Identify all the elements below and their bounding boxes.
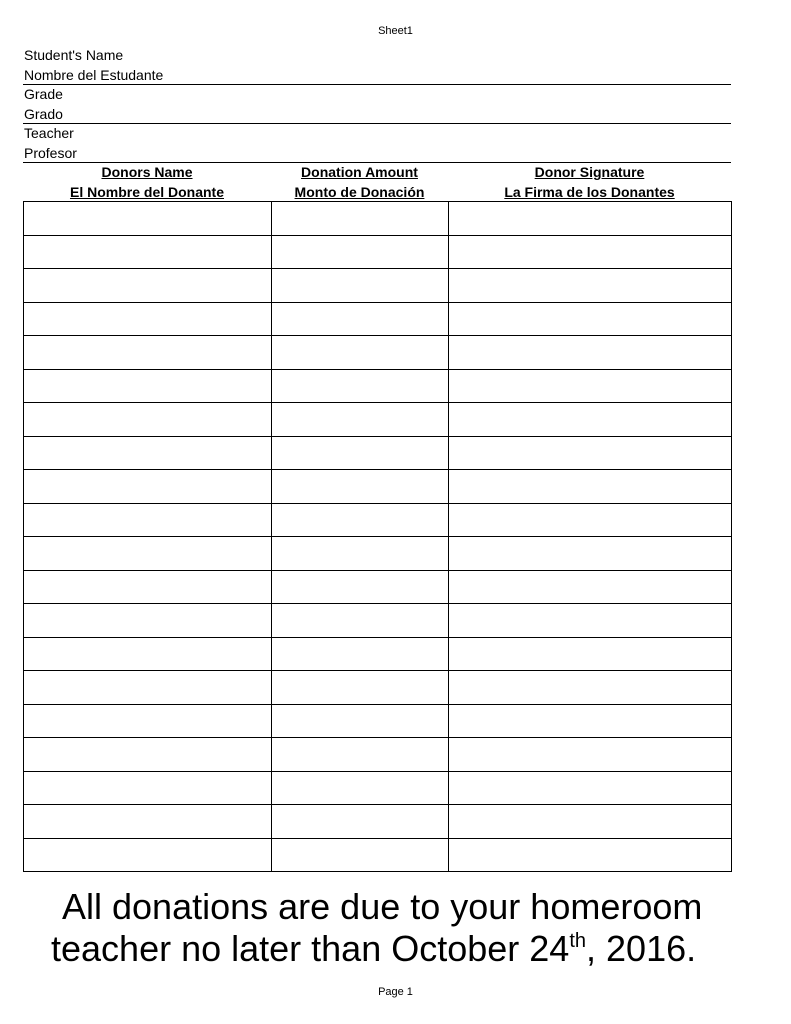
page-number: Page 1 xyxy=(378,986,413,998)
donor-name-cell[interactable] xyxy=(24,537,272,571)
donation-amount-cell[interactable] xyxy=(272,738,449,772)
table-row xyxy=(24,704,732,738)
student-name-label-es: Nombre del Estudante xyxy=(23,66,731,86)
donation-amount-cell[interactable] xyxy=(272,302,449,336)
sheet-header: Sheet1 xyxy=(378,25,413,37)
donor-signature-cell[interactable] xyxy=(449,671,732,705)
donor-signature-cell[interactable] xyxy=(449,637,732,671)
table-row xyxy=(24,302,732,336)
table-row xyxy=(24,671,732,705)
donor-signature-header-en: Donor Signature xyxy=(534,164,645,180)
donation-amount-cell[interactable] xyxy=(272,403,449,437)
table-row xyxy=(24,637,732,671)
student-name-label: Student's Name xyxy=(24,47,124,63)
donor-signature-cell[interactable] xyxy=(449,537,732,571)
donation-amount-header-es: Monto de Donación xyxy=(294,183,425,200)
donation-amount-cell[interactable] xyxy=(272,704,449,738)
donor-name-cell[interactable] xyxy=(24,637,272,671)
donor-signature-cell[interactable] xyxy=(449,436,732,470)
donor-name-cell[interactable] xyxy=(24,771,272,805)
donor-name-header-es: El Nombre del Donante xyxy=(69,183,225,200)
table-row xyxy=(24,537,732,571)
table-row xyxy=(24,369,732,403)
grade-label-es: Grado xyxy=(23,105,731,125)
table-row xyxy=(24,470,732,504)
table-row xyxy=(24,805,732,839)
donor-signature-cell[interactable] xyxy=(449,336,732,370)
grade-label: Grade xyxy=(24,86,63,102)
table-row xyxy=(24,269,732,303)
donation-amount-cell[interactable] xyxy=(272,537,449,571)
donor-name-cell[interactable] xyxy=(24,470,272,504)
donation-amount-cell[interactable] xyxy=(272,436,449,470)
donor-name-cell[interactable] xyxy=(24,336,272,370)
donor-signature-cell[interactable] xyxy=(449,470,732,504)
donor-name-cell[interactable] xyxy=(24,738,272,772)
donor-signature-cell[interactable] xyxy=(449,235,732,269)
donor-signature-cell[interactable] xyxy=(449,503,732,537)
donation-amount-cell[interactable] xyxy=(272,235,449,269)
table-row xyxy=(24,436,732,470)
donor-name-cell[interactable] xyxy=(24,302,272,336)
donor-signature-cell[interactable] xyxy=(449,369,732,403)
table-row xyxy=(24,503,732,537)
column-headers xyxy=(23,163,731,201)
donor-signature-cell[interactable] xyxy=(449,302,732,336)
donor-name-cell[interactable] xyxy=(24,269,272,303)
donation-amount-cell[interactable] xyxy=(272,671,449,705)
due-date-note-line1: All donations are due to your homeroom xyxy=(62,886,703,927)
table-row xyxy=(24,235,732,269)
teacher-label-es: Profesor xyxy=(23,144,731,164)
donor-signature-cell[interactable] xyxy=(449,805,732,839)
donor-signature-cell[interactable] xyxy=(449,269,732,303)
donor-name-cell[interactable] xyxy=(24,604,272,638)
student-info-block xyxy=(23,46,731,163)
donor-name-cell[interactable] xyxy=(24,436,272,470)
donation-amount-cell[interactable] xyxy=(272,604,449,638)
table-row xyxy=(24,738,732,772)
donor-table xyxy=(23,201,732,872)
donor-signature-header-es: La Firma de los Donantes xyxy=(504,183,675,200)
donation-amount-cell[interactable] xyxy=(272,369,449,403)
donor-signature-header xyxy=(448,163,731,202)
donor-name-header-en: Donors Name xyxy=(101,164,193,180)
teacher-label: Teacher xyxy=(24,125,74,141)
donation-amount-cell[interactable] xyxy=(272,637,449,671)
donor-signature-cell[interactable] xyxy=(449,202,732,236)
due-date-note xyxy=(30,886,730,970)
donation-amount-cell[interactable] xyxy=(272,570,449,604)
donation-amount-cell[interactable] xyxy=(272,336,449,370)
donor-signature-cell[interactable] xyxy=(449,738,732,772)
donation-amount-cell[interactable] xyxy=(272,838,449,872)
donor-name-cell[interactable] xyxy=(24,805,272,839)
donor-name-cell[interactable] xyxy=(24,403,272,437)
donor-signature-cell[interactable] xyxy=(449,570,732,604)
table-row xyxy=(24,771,732,805)
table-row xyxy=(24,336,732,370)
table-row xyxy=(24,202,732,236)
donor-name-cell[interactable] xyxy=(24,671,272,705)
donation-amount-cell[interactable] xyxy=(272,202,449,236)
donor-name-cell[interactable] xyxy=(24,503,272,537)
donation-amount-cell[interactable] xyxy=(272,805,449,839)
due-date-year: , 2016. xyxy=(586,928,697,969)
donor-name-cell[interactable] xyxy=(24,838,272,872)
table-row xyxy=(24,838,732,872)
table-row xyxy=(24,403,732,437)
donation-amount-header xyxy=(271,163,448,202)
table-row xyxy=(24,570,732,604)
donor-name-cell[interactable] xyxy=(24,202,272,236)
donor-table-body xyxy=(24,202,732,872)
donor-name-cell[interactable] xyxy=(24,369,272,403)
donation-amount-cell[interactable] xyxy=(272,470,449,504)
donation-amount-cell[interactable] xyxy=(272,269,449,303)
donor-signature-cell[interactable] xyxy=(449,604,732,638)
ordinal-suffix: th xyxy=(569,930,587,952)
donation-amount-cell[interactable] xyxy=(272,503,449,537)
donor-signature-cell[interactable] xyxy=(449,771,732,805)
donor-signature-cell[interactable] xyxy=(449,838,732,872)
due-date-text: teacher no later than October 24 xyxy=(51,928,570,969)
donation-amount-cell[interactable] xyxy=(272,771,449,805)
donor-signature-cell[interactable] xyxy=(449,403,732,437)
donor-signature-cell[interactable] xyxy=(449,704,732,738)
donor-name-cell[interactable] xyxy=(24,704,272,738)
donor-name-header xyxy=(23,163,271,202)
table-row xyxy=(24,604,732,638)
donation-amount-header-en: Donation Amount xyxy=(301,164,418,180)
donor-name-cell[interactable] xyxy=(24,570,272,604)
donor-name-cell[interactable] xyxy=(24,235,272,269)
due-date-note-line2 xyxy=(30,928,730,970)
